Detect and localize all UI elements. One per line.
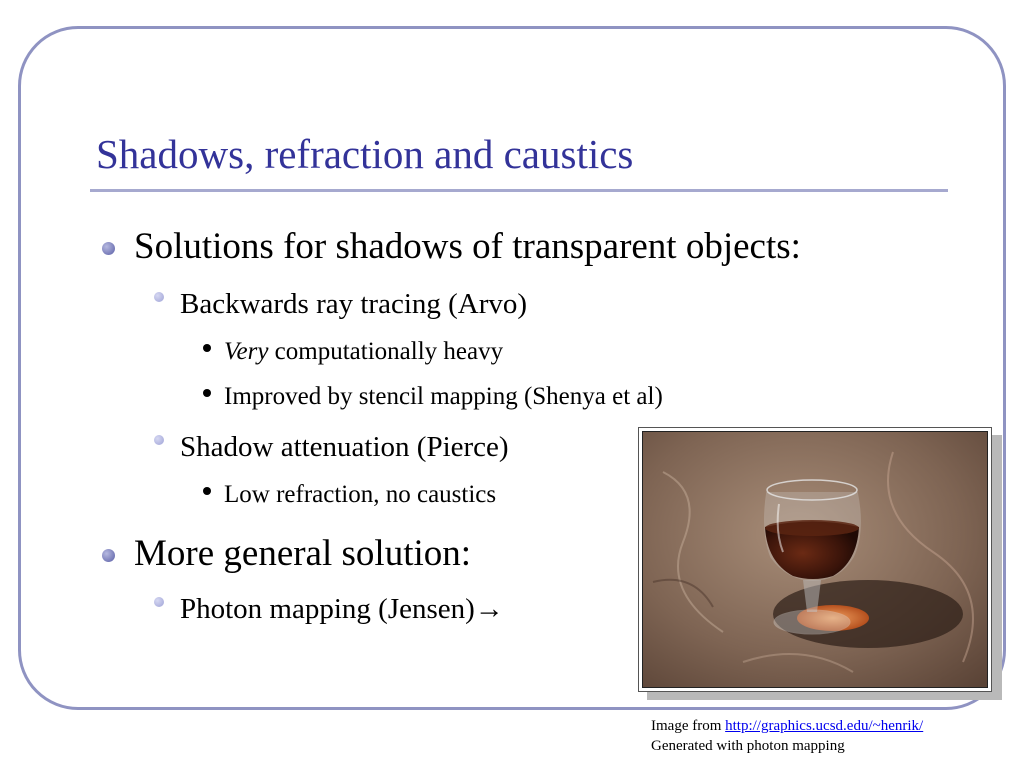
bullet-solutions: Solutions for shadows of transparent objects: [134,226,801,267]
sub-bullet-dot-icon [154,597,164,607]
bullet-more-general: More general solution: [134,533,472,574]
source-link[interactable]: http://graphics.ucsd.edu/~henrik/ [725,718,924,734]
sub-sub-bullet-dot-icon [203,487,211,495]
sub-bullet-dot-icon [154,435,164,445]
caption-prefix: Image from [651,718,726,734]
bullet-backwards-ray-tracing: Backwards ray tracing (Arvo) [180,288,528,320]
photo-cognac-glass [638,427,992,692]
bullet-low-refraction: Low refraction, no caustics [224,481,497,508]
title-divider [90,189,948,192]
caption-line-2: Generated with photon mapping [651,738,845,754]
bullet-dot-icon [102,549,115,562]
caption-line-1 [651,716,923,736]
bullet-very-heavy-rest: computationally heavy [268,338,504,365]
bullet-very-heavy [224,338,503,366]
bullet-dot-icon [102,242,115,255]
cognac-glass-image [643,432,987,687]
photo-image [642,431,988,688]
bullet-shadow-attenuation: Shadow attenuation (Pierce) [180,431,509,463]
sub-sub-bullet-dot-icon [203,344,211,352]
bullet-stencil-mapping: Improved by stencil mapping (Shenya et al) [224,383,663,410]
sub-bullet-dot-icon [154,292,164,302]
slide-title: Shadows, refraction and caustics [96,131,634,177]
emphasis-very: Very [224,338,269,365]
image-caption [651,716,923,756]
sub-sub-bullet-dot-icon [203,389,211,397]
bullet-photon-mapping: Photon mapping (Jensen)→ [180,593,504,625]
